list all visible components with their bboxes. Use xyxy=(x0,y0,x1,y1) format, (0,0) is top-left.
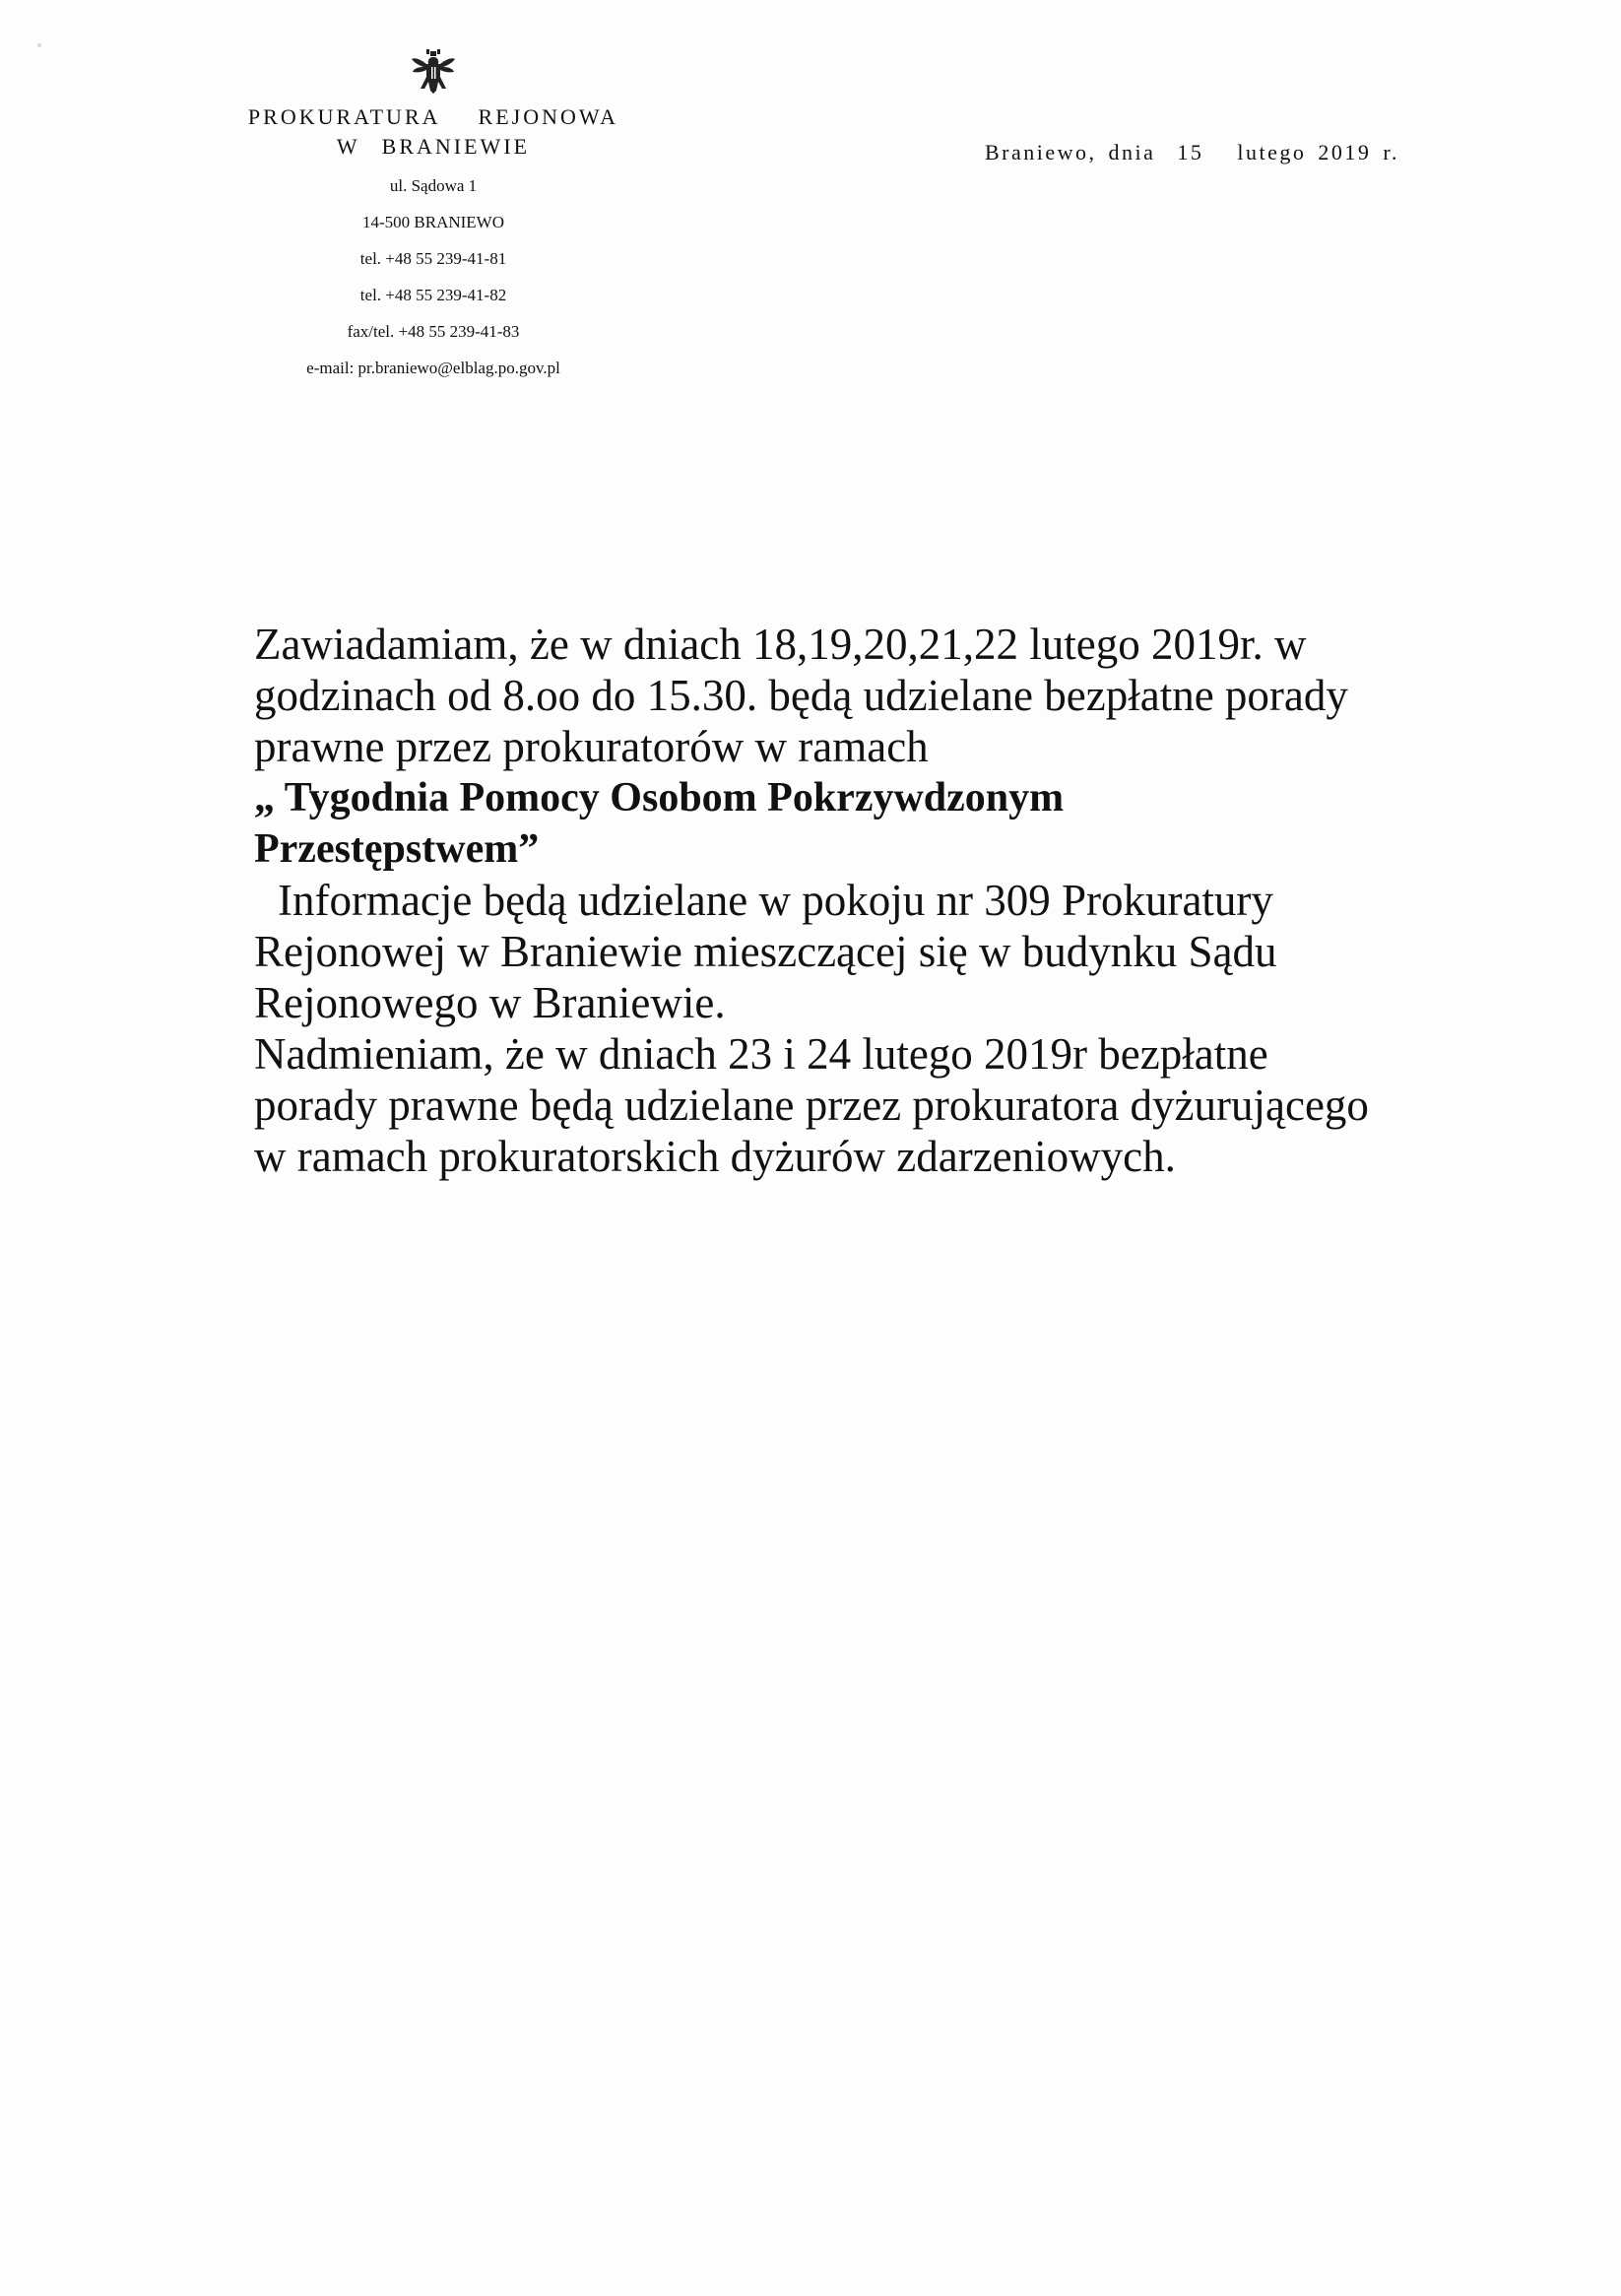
office-city-line xyxy=(227,132,640,162)
body-line: Zawiadamiam, że w dniach 18,19,20,21,22 lutego 2019r. w xyxy=(254,620,1307,669)
body-line: godzinach od 8.oo do 15.30. będą udzielane bezpłatne porady xyxy=(254,671,1348,720)
address-street: ul. Sądowa 1 xyxy=(389,176,478,195)
event-title-line: Przestępstwem” xyxy=(254,826,540,872)
phone-number-2: tel. +48 55 239-41-82 xyxy=(359,286,507,304)
body-line: prawne przez prokuratorów w ramach xyxy=(254,722,929,771)
date-year: 2019 xyxy=(1318,140,1372,164)
body-line: Rejonowego w Braniewie. xyxy=(254,978,726,1027)
address-postal: 14-500 BRANIEWO xyxy=(361,213,504,231)
office-name-line xyxy=(227,102,640,132)
body-line: Rejonowej w Braniewie mieszczącej się w budynku Sądu xyxy=(254,927,1277,976)
event-title-line: „ Tygodnia Pomocy Osobom Pokrzywdzonym xyxy=(254,775,1065,820)
body-line: porady prawne będą udzielane przez prokuratora dyżurującego xyxy=(254,1081,1369,1130)
phone-number-1: tel. +48 55 239-41-81 xyxy=(359,249,507,268)
polish-eagle-emblem-icon xyxy=(409,47,458,97)
date-word: dnia xyxy=(1108,140,1156,164)
body-line: w ramach prokuratorskich dyżurów zdarzeniowych. xyxy=(254,1132,1176,1181)
date-suffix: r. xyxy=(1383,140,1400,164)
office-name-prokuratura: PROKURATURA xyxy=(247,104,441,129)
body-line: Nadmieniam, że w dniach 23 i 24 lutego 2019r bezpłatne xyxy=(254,1029,1268,1079)
scan-speck xyxy=(37,43,41,47)
fax-number: fax/tel. +48 55 239-41-83 xyxy=(347,322,520,341)
notice-body xyxy=(254,619,1436,1182)
letterhead xyxy=(227,47,640,386)
office-name-rejonowa: REJONOWA xyxy=(478,104,619,129)
body-line: Informacje będą udzielane w pokoju nr 309 Prokuratury xyxy=(278,876,1273,925)
date-place: Braniewo, xyxy=(985,140,1097,164)
date-month: lutego xyxy=(1237,140,1307,164)
date-day: 15 xyxy=(1177,140,1204,164)
office-city-braniewie: BRANIEWIE xyxy=(381,134,531,159)
email-address: e-mail: pr.braniewo@elblag.po.gov.pl xyxy=(306,359,560,377)
office-city-w: W xyxy=(336,134,360,159)
document-date xyxy=(985,140,1399,165)
